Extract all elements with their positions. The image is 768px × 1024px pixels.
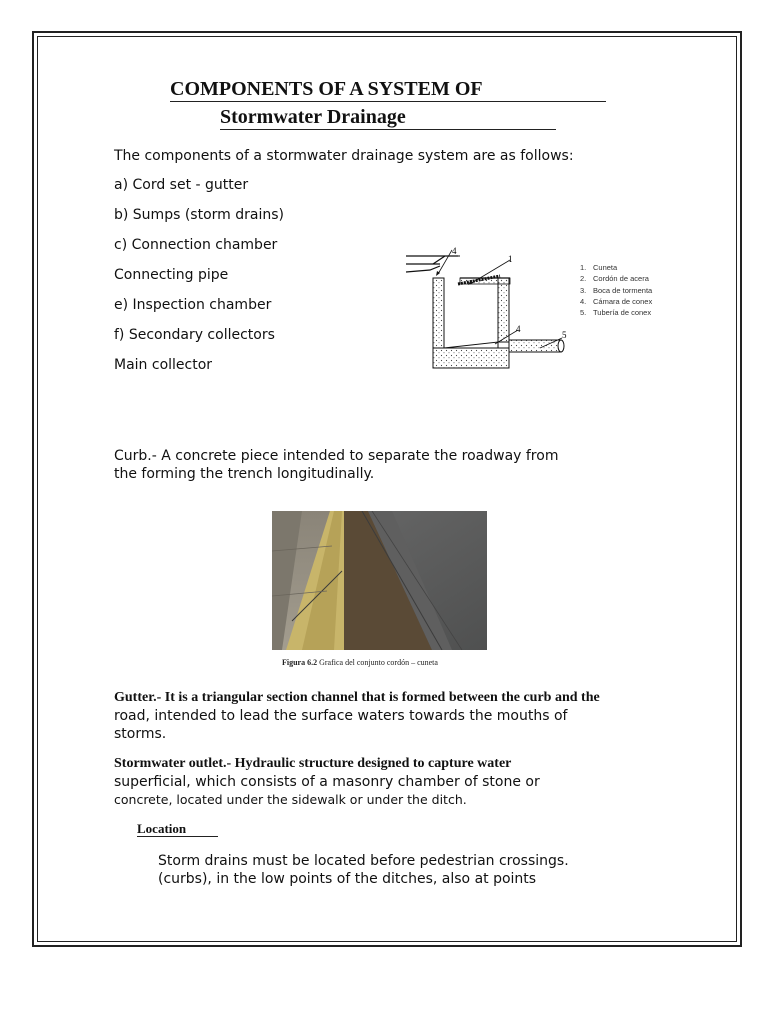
callout-label: 4 bbox=[516, 324, 521, 334]
component-item: Connecting pipe bbox=[114, 267, 229, 283]
gutter-term: Gutter.- It is a triangular section channel that is formed between the curb and the bbox=[114, 690, 600, 705]
outlet-term: Stormwater outlet.- Hydraulic structure designed to capture water bbox=[114, 756, 512, 771]
location-heading bbox=[137, 821, 218, 837]
location-label: Location bbox=[137, 821, 218, 837]
diagram-legend bbox=[580, 262, 652, 318]
outlet-line-2: superficial, which consists of a masonry chamber of stone or bbox=[114, 774, 540, 790]
legend-item: 4. Cámara de conex bbox=[580, 296, 653, 306]
curb-paragraph: Curb.- A concrete piece intended to separate the roadway from the forming the trench longitudinally. bbox=[114, 448, 559, 482]
component-item: b) Sumps (storm drains) bbox=[114, 207, 284, 223]
callout-label: 4 bbox=[452, 246, 457, 256]
curb-gutter-photo bbox=[272, 511, 487, 650]
intro-text: The components of a stormwater drainage system are as follows: bbox=[114, 148, 574, 164]
gutter-rest: road, intended to lead the surface waters towards the mouths of storms. bbox=[114, 708, 568, 742]
location-line-2: (curbs), in the low points of the ditches, also at points bbox=[158, 871, 537, 887]
title-line-2: Stormwater Drainage bbox=[220, 106, 556, 130]
legend-item: 1. Cuneta bbox=[580, 263, 618, 272]
callout-label: 1 bbox=[508, 254, 513, 264]
gutter-paragraph bbox=[114, 689, 604, 743]
drainage-diagram bbox=[400, 244, 575, 376]
legend-item: 3. Boca de tormenta bbox=[580, 285, 653, 295]
component-item: f) Secondary collectors bbox=[114, 327, 275, 343]
figure-caption: Figura 6.2 Grafica del conjunto cordón – cuneta bbox=[282, 658, 438, 667]
outlet-line-3: concrete, located under the sidewalk or under the ditch. bbox=[114, 792, 467, 807]
component-item: a) Cord set - gutter bbox=[114, 177, 249, 193]
component-item: e) Inspection chamber bbox=[114, 297, 272, 313]
legend-item: 5. Tubería de conex bbox=[580, 308, 652, 318]
callout-label: 5 bbox=[562, 330, 567, 340]
location-line-1: Storm drains must be located before pedestrian crossings. bbox=[158, 853, 569, 869]
component-item: Main collector bbox=[114, 357, 213, 373]
outlet-paragraph bbox=[114, 755, 604, 809]
component-item: c) Connection chamber bbox=[114, 237, 278, 253]
title-line-1: COMPONENTS OF A SYSTEM OF bbox=[170, 78, 606, 102]
legend-item: 2. Cordón de acera bbox=[580, 274, 649, 284]
